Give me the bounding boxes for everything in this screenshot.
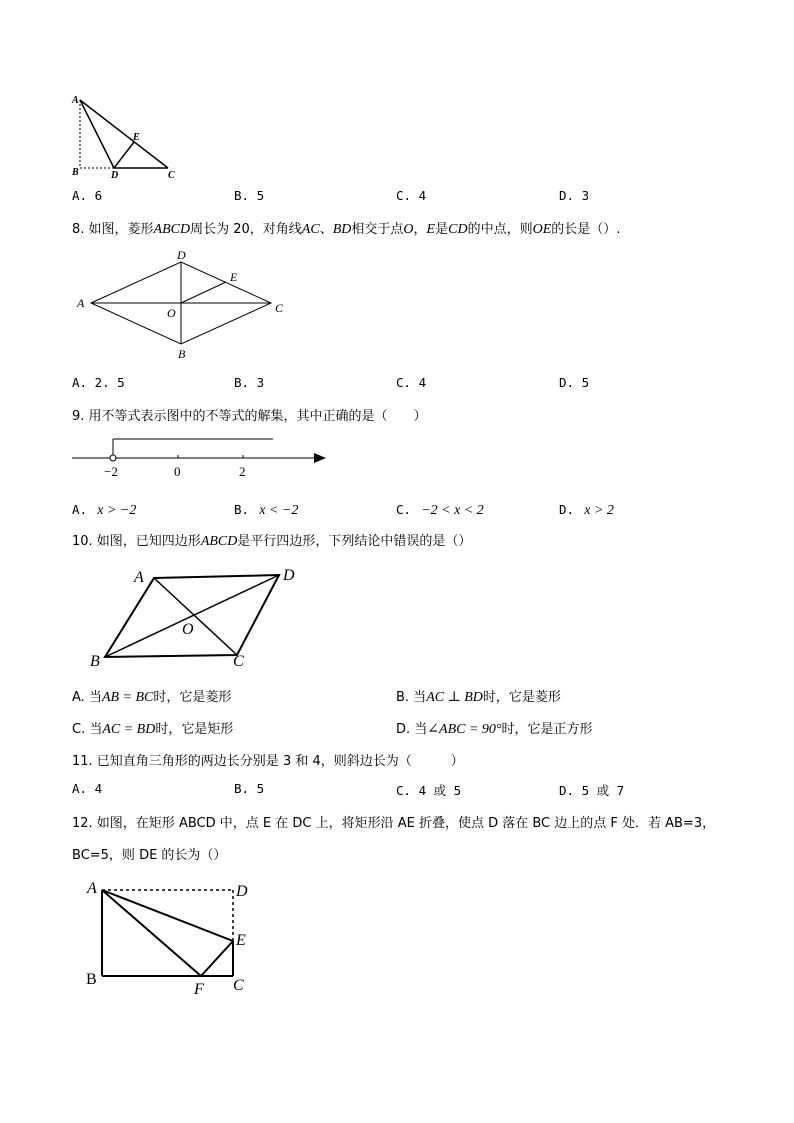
- q9-stem: 9. 用不等式表示图中的不等式的解集，其中正确的是（ ）: [72, 409, 427, 424]
- q8-text: 8. 如图，菱形: [72, 222, 154, 237]
- q10-option-c[interactable]: [72, 718, 233, 738]
- q12-stem-line1: 12. 如图，在矩形 ABCD 中，点 E 在 DC 上，将矩形沿 AE 折叠，使点 D 落在 BC 边上的点 F 处．若 AB=3，: [72, 816, 716, 831]
- option-math: −2 < x < 2: [421, 503, 484, 518]
- q8-math-bd: BD: [332, 222, 352, 237]
- q8-text: 的长是（）.: [551, 222, 621, 237]
- q11-option-b[interactable]: B. 5: [234, 781, 265, 796]
- q9-number-line: [70, 432, 330, 482]
- q9-tick-label: 2: [239, 464, 246, 479]
- q7-label-D: D: [111, 170, 119, 181]
- q10-label-C: C: [233, 653, 244, 670]
- option-math: x < −2: [259, 503, 299, 518]
- q10-stem: [72, 530, 471, 550]
- q12-label-D: D: [236, 883, 248, 900]
- q8-text: 周长为 20，对角线: [190, 222, 302, 237]
- q9-option-c[interactable]: [396, 499, 484, 519]
- q8-option-d[interactable]: D. 5: [559, 375, 590, 390]
- q7-option-b[interactable]: B. 5: [234, 188, 265, 203]
- q11-option-a[interactable]: A. 4: [72, 781, 103, 796]
- q12-label-C: C: [233, 977, 244, 994]
- option-letter: D.: [559, 502, 575, 517]
- q12-label-E: E: [236, 932, 246, 949]
- option-post: 时，它是矩形: [155, 722, 234, 737]
- option-post: 时，它是正方形: [501, 722, 593, 737]
- q10-label-A: A: [134, 569, 144, 586]
- q7-option-c[interactable]: C. 4: [396, 188, 427, 203]
- q9-option-a[interactable]: [72, 499, 136, 519]
- q8-label-C: C: [275, 301, 284, 315]
- q8-text: 是: [435, 222, 449, 237]
- option-pre: B. 当: [396, 690, 427, 705]
- q8-text: 的中点，则: [467, 222, 533, 237]
- q8-math-ac: AC: [301, 222, 320, 237]
- q10-math-abcd: ABCD: [200, 534, 238, 549]
- q12-rectangle-figure: [80, 875, 260, 1000]
- q8-math-cd: CD: [448, 222, 468, 237]
- option-math: x > 2: [584, 503, 614, 518]
- q8-math-oe: OE: [532, 222, 552, 237]
- q8-rhombus-figure: [70, 245, 290, 365]
- q9-option-d[interactable]: [559, 499, 614, 519]
- option-pre: A. 当: [72, 690, 102, 705]
- q8-text: 、: [319, 222, 333, 237]
- q9-tick-label: −2: [104, 464, 118, 479]
- q10-text: 是平行四边形，下列结论中错误的是（）: [237, 534, 472, 549]
- q7-label-C: C: [168, 170, 175, 181]
- q8-text: ，: [413, 222, 427, 237]
- q10-label-B: B: [90, 653, 100, 670]
- q9-tick-label: 0: [174, 464, 181, 479]
- q7-label-E: E: [133, 132, 140, 143]
- q8-math-abcd: ABCD: [153, 222, 191, 237]
- option-math: AB = BC: [101, 690, 154, 705]
- q10-label-O: O: [182, 621, 194, 638]
- q7-option-d[interactable]: D. 3: [559, 188, 590, 203]
- q8-option-c[interactable]: C. 4: [396, 375, 427, 390]
- q8-label-A: A: [77, 296, 85, 310]
- q7-triangle-figure: [60, 90, 190, 185]
- option-math: AC = BD: [102, 722, 156, 737]
- option-letter: C.: [396, 502, 412, 517]
- q12-label-F: F: [194, 981, 204, 998]
- q8-math-o: O: [403, 222, 414, 237]
- q9-option-b[interactable]: [234, 499, 298, 519]
- option-post: 时，它是菱形: [153, 690, 232, 705]
- q8-option-b[interactable]: B. 3: [234, 375, 265, 390]
- q8-label-O: O: [167, 306, 176, 320]
- option-letter: B.: [234, 502, 250, 517]
- q7-label-B: B: [72, 167, 79, 178]
- q8-option-a[interactable]: A. 2. 5: [72, 375, 125, 390]
- q8-math-e: E: [426, 222, 436, 237]
- option-post: 时，它是菱形: [482, 690, 561, 705]
- q8-text: 相交于点: [351, 222, 404, 237]
- q8-stem: [72, 218, 620, 238]
- option-pre: C. 当: [72, 722, 103, 737]
- q11-option-d[interactable]: D. 5 或 7: [559, 783, 625, 798]
- option-math: ∠ABC = 90°: [427, 722, 502, 737]
- q11-stem: 11. 已知直角三角形的两边长分别是 3 和 4，则斜边长为（ ）: [72, 754, 464, 769]
- q8-label-E: E: [230, 270, 238, 284]
- q8-label-B: B: [178, 347, 186, 361]
- q10-option-d[interactable]: [396, 718, 593, 738]
- option-letter: A.: [72, 502, 88, 517]
- q10-option-a[interactable]: [72, 686, 231, 706]
- q12-label-A: A: [87, 880, 97, 897]
- q12-stem-line2: BC=5，则 DE 的长为（）: [72, 848, 227, 863]
- q12-label-B: B: [86, 971, 97, 988]
- q10-text: 10. 如图，已知四边形: [72, 534, 201, 549]
- q7-label-A: A: [72, 95, 79, 106]
- q10-label-D: D: [283, 567, 295, 584]
- q11-option-c[interactable]: C. 4 或 5: [396, 783, 462, 798]
- option-pre: D. 当: [396, 722, 428, 737]
- option-math: AC ⊥ BD: [426, 690, 483, 705]
- q7-option-a[interactable]: A. 6: [72, 188, 103, 203]
- q8-label-D: D: [177, 248, 186, 262]
- q10-parallelogram-figure: [85, 560, 315, 675]
- q10-option-b[interactable]: [396, 686, 561, 706]
- option-math: x > −2: [97, 503, 137, 518]
